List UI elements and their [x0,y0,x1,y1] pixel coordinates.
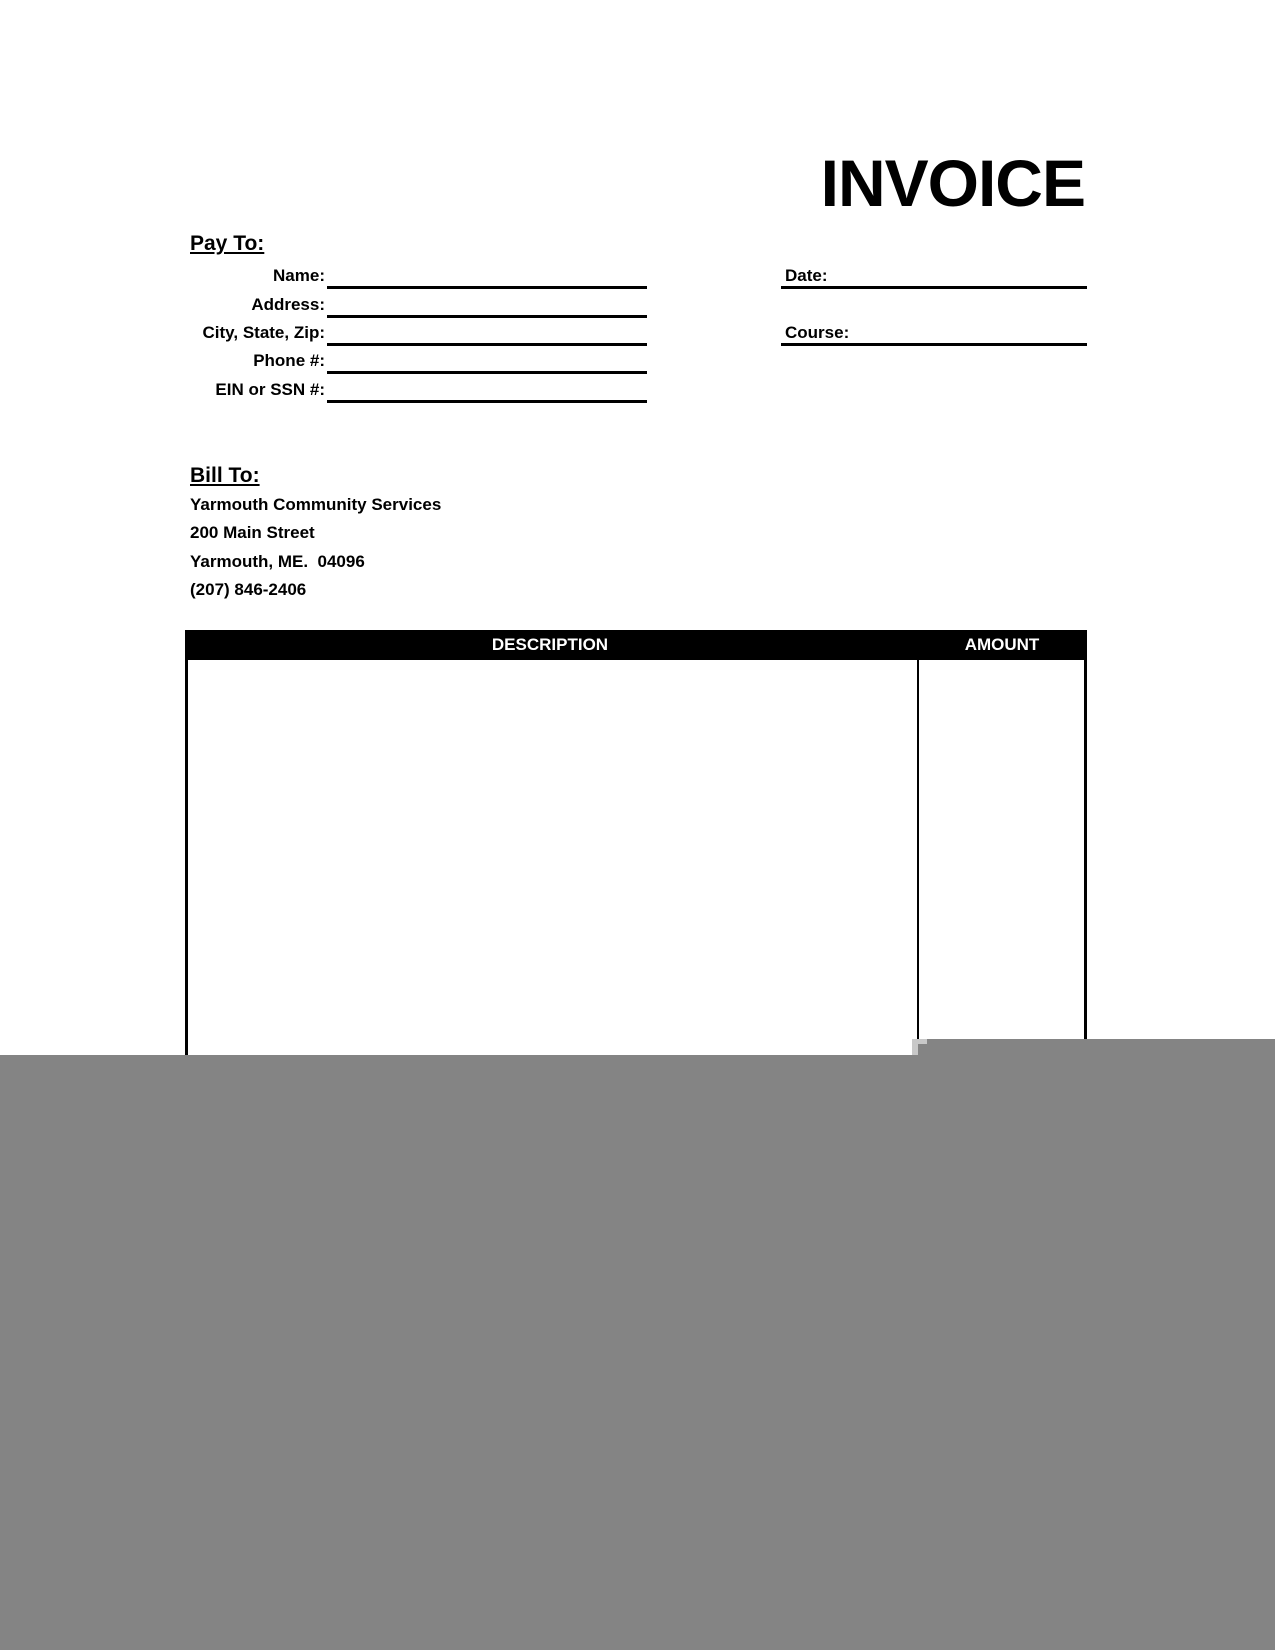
pay-to-heading: Pay To: [190,232,265,255]
table-column-divider [917,660,919,1055]
bill-to-line: Yarmouth Community Services [190,495,442,514]
course-label: Course: [785,323,850,342]
city-state-zip-label: City, State, Zip: [202,323,325,342]
name-label: Name: [273,266,325,285]
date-label: Date: [785,266,828,285]
invoice-title: INVOICE [820,146,1085,220]
course-field[interactable] [781,343,1087,346]
name-field[interactable] [327,286,647,289]
bill-to-line: Yarmouth, ME. 04096 [190,552,365,571]
bill-to-heading: Bill To: [190,464,260,487]
bill-to-line: (207) 846-2406 [190,580,307,599]
table-header [185,630,1087,660]
bill-to-line: 200 Main Street [190,523,315,542]
date-field[interactable] [781,286,1087,289]
overlay-corner-inner [918,1044,927,1055]
city-state-zip-field[interactable] [327,343,647,346]
ein-ssn-field[interactable] [327,400,647,403]
table-left-border [185,660,188,1055]
phone-field[interactable] [327,371,647,374]
gray-overlay [0,1055,1275,1650]
description-column-header: DESCRIPTION [491,635,609,654]
amount-column-header: AMOUNT [964,635,1040,654]
address-field[interactable] [327,315,647,318]
phone-label: Phone #: [253,351,325,370]
address-label: Address: [251,295,325,314]
table-right-border [1084,660,1087,1055]
ein-ssn-label: EIN or SSN #: [215,380,325,399]
